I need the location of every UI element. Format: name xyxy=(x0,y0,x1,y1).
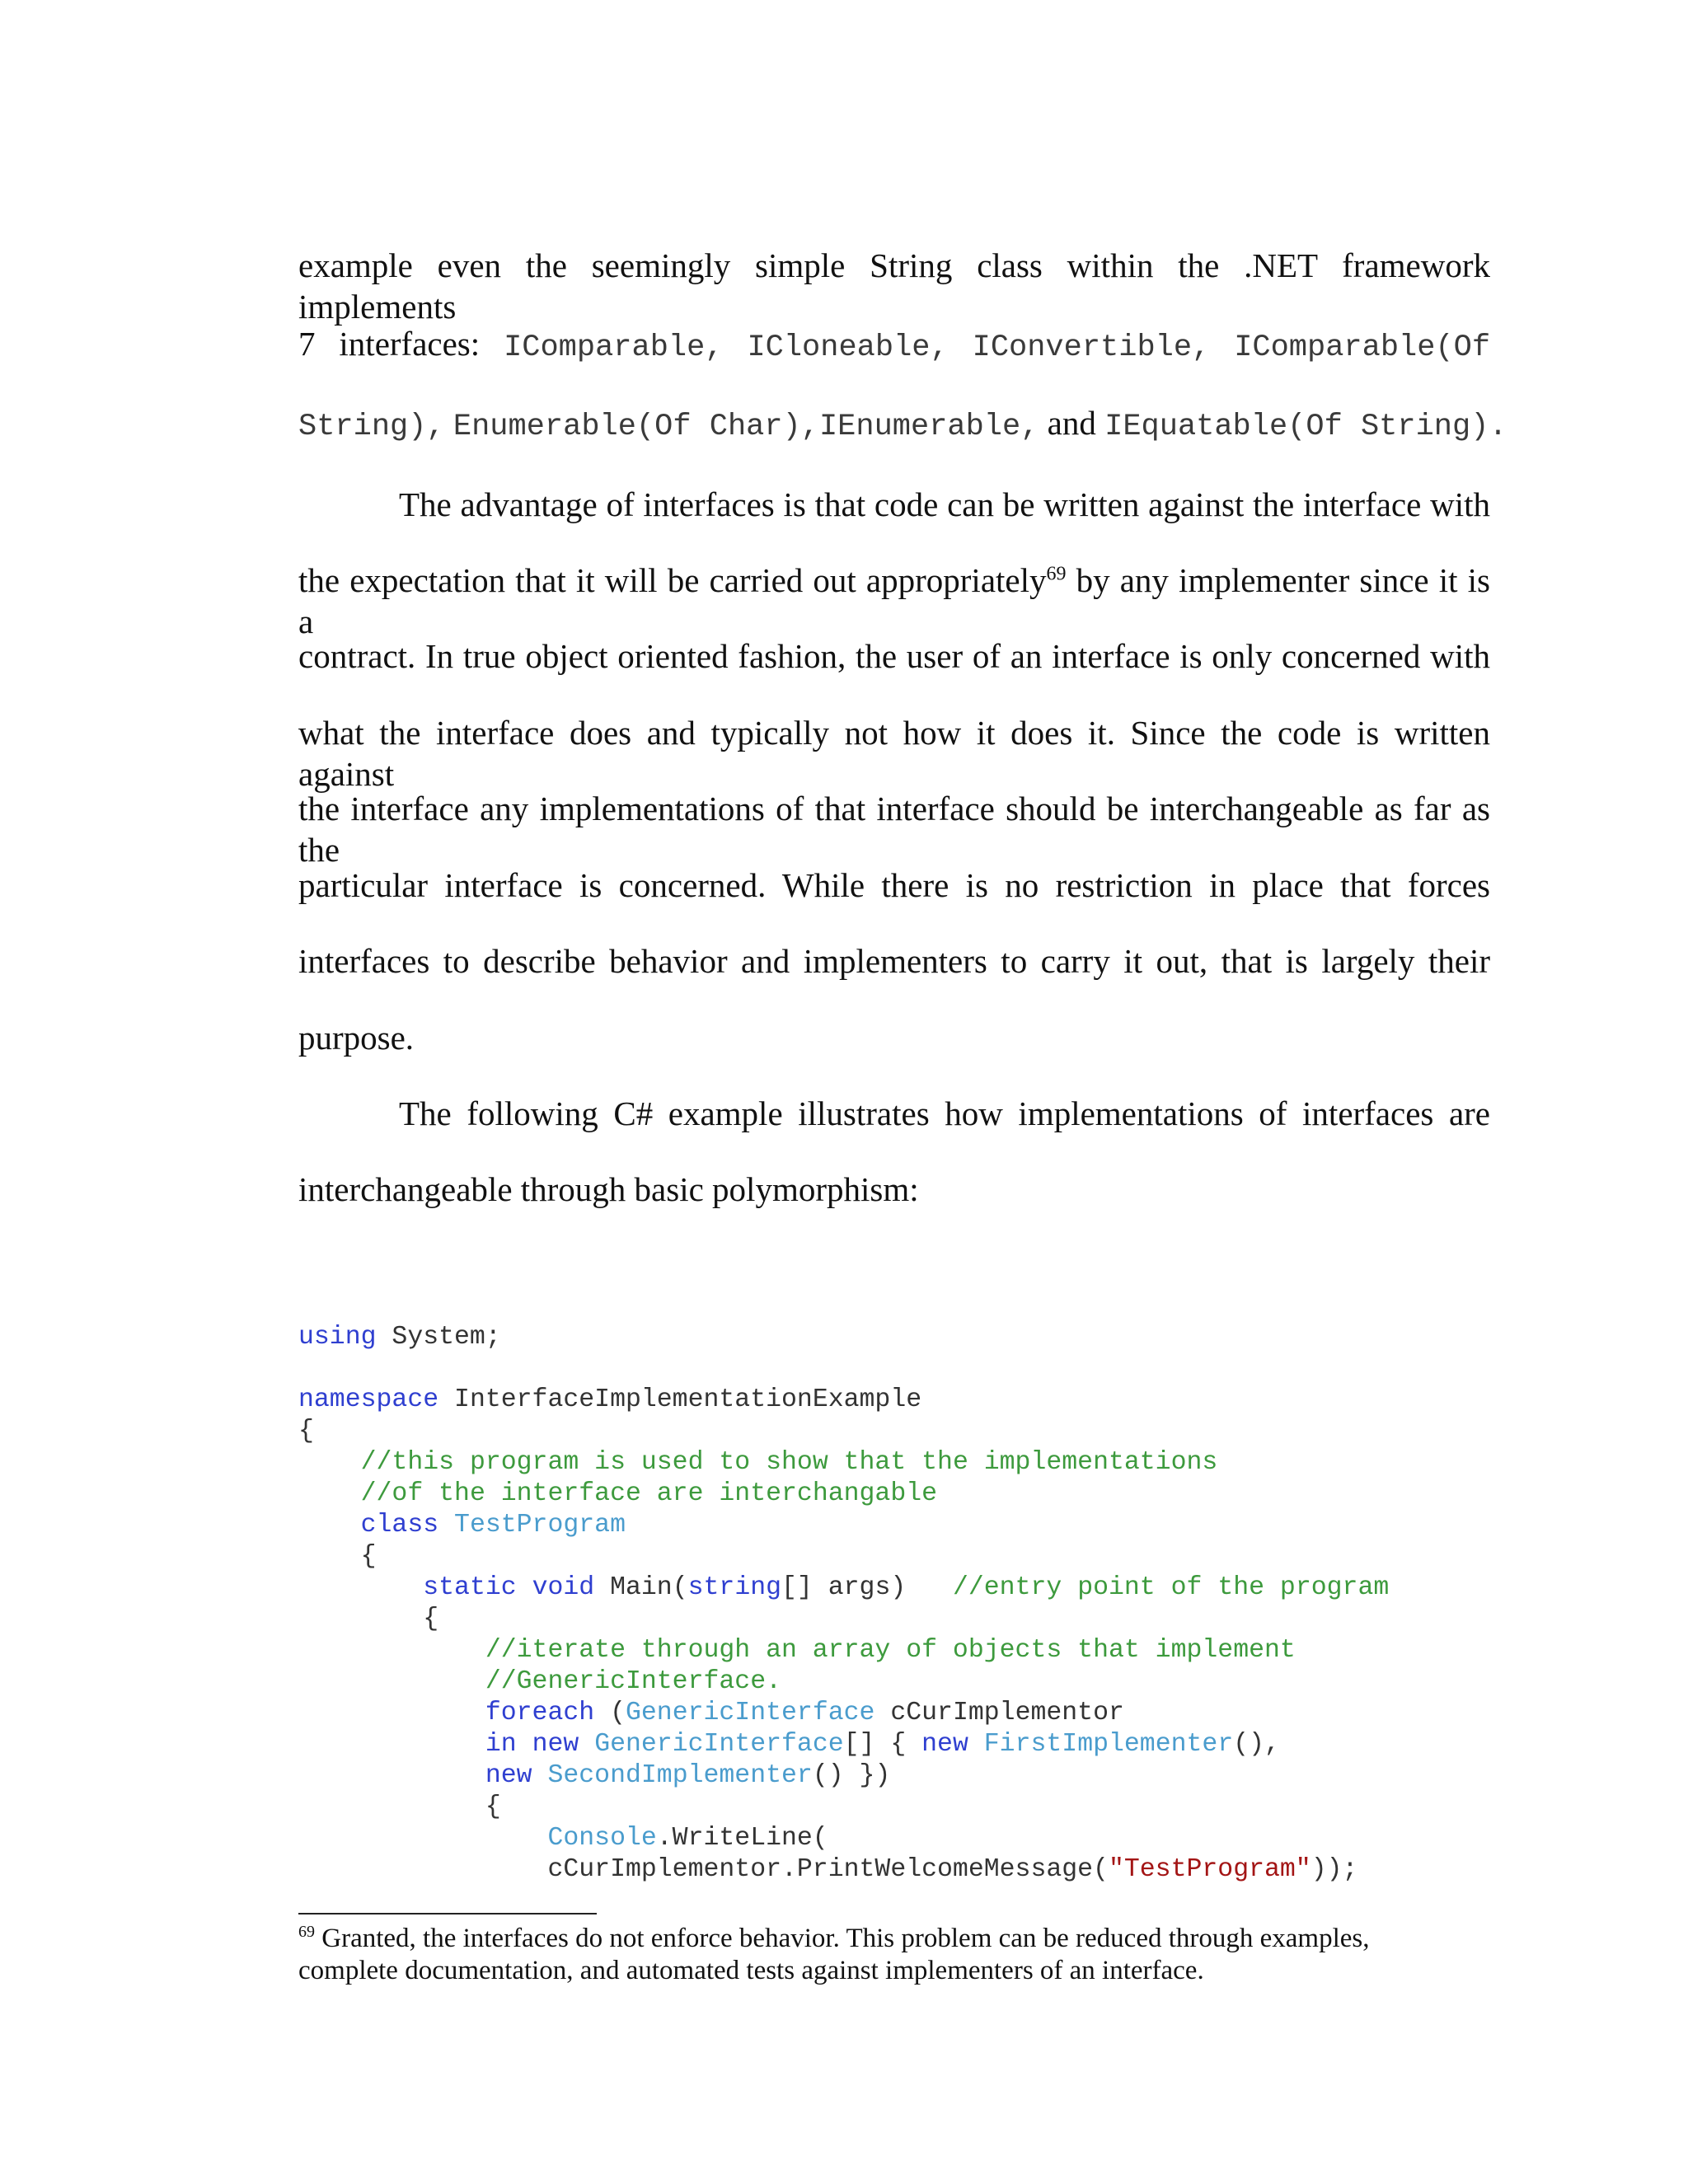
code-brace: { xyxy=(423,1605,439,1633)
code-text: Main( xyxy=(594,1573,688,1602)
code-text: System; xyxy=(376,1323,501,1352)
code-keyword: static xyxy=(423,1573,517,1602)
code-brace: { xyxy=(298,1417,314,1446)
code-brace: { xyxy=(360,1542,377,1571)
code-keyword: class xyxy=(360,1511,439,1540)
code-keyword: new xyxy=(921,1730,968,1759)
paragraph-1-line-3 xyxy=(298,402,1507,448)
footnote-divider xyxy=(298,1913,597,1915)
paragraph-3-line-1: The following C# example illustrates how implementations of interfaces are xyxy=(399,1094,1490,1132)
code-text: () }) xyxy=(812,1761,891,1790)
paragraph-2-line-5: the interface any implementations of that interface should be interchangeable as far as the xyxy=(298,790,1490,869)
code-type: GenericInterface xyxy=(594,1730,844,1759)
paragraph-2-line-7: interfaces to describe behavior and implementers to carry it out, that is largely their xyxy=(298,942,1490,980)
and-text: and xyxy=(1047,404,1096,442)
code-text: [] { xyxy=(843,1730,922,1759)
footnote-line-1 xyxy=(298,1922,1502,1955)
code-type: SecondImplementer xyxy=(547,1761,813,1790)
footnote-number: 69 xyxy=(298,1923,315,1941)
code-type: GenericInterface xyxy=(625,1699,875,1727)
code-comment: //this program is used to show that the implementations xyxy=(360,1448,1218,1477)
paragraph-2-line-2-end: by any implementer since it is a xyxy=(298,561,1490,640)
code-keyword: namespace xyxy=(298,1385,439,1414)
code-text: cCurImplementor xyxy=(874,1699,1124,1727)
code-text: ( xyxy=(594,1699,626,1727)
code-keyword: new xyxy=(532,1730,579,1759)
code-keyword: string xyxy=(687,1573,782,1602)
paragraph-2-line-4: what the interface does and typically not how it does it. Since the code is written against xyxy=(298,714,1490,793)
code-keyword: in xyxy=(485,1730,517,1759)
code-string-literal: "TestProgram" xyxy=(1108,1855,1311,1884)
code-keyword: void xyxy=(532,1573,595,1602)
paragraph-2-line-2 xyxy=(298,560,1490,642)
paragraph-2-line-6: particular interface is concerned. While there is no restriction in place that forces xyxy=(298,866,1490,904)
code-keyword: using xyxy=(298,1323,377,1352)
paragraph-2-line-1: The advantage of interfaces is that code can be written against the interface with xyxy=(399,485,1490,523)
interfaces-count-text: 7 interfaces: xyxy=(298,325,481,363)
code-type: FirstImplementer xyxy=(983,1730,1234,1759)
code-comment: //of the interface are interchangable xyxy=(360,1479,938,1508)
code-type: Console xyxy=(547,1824,657,1853)
code-text: .WriteLine( xyxy=(656,1824,828,1853)
code-comment: //entry point of the program xyxy=(952,1573,1390,1602)
code-keyword: new xyxy=(485,1761,532,1790)
paragraph-3-line-2: interchangeable through basic polymorphism: xyxy=(298,1170,919,1208)
code-type: TestProgram xyxy=(454,1511,626,1540)
paragraph-1-line-1: example even the seemingly simple String class within the .NET framework implements xyxy=(298,246,1490,326)
code-text: (), xyxy=(1233,1730,1280,1759)
footnote-line-2: complete documentation, and automated tests against implementers of an interface. xyxy=(298,1956,1204,1985)
code-keyword: foreach xyxy=(485,1699,595,1727)
code-iconvertible: IConvertible, xyxy=(972,330,1211,365)
paragraph-1-line-2 xyxy=(298,323,1490,368)
paragraph-2-line-8: purpose. xyxy=(298,1019,415,1057)
code-text: )); xyxy=(1311,1855,1358,1884)
footnote-reference: 69 xyxy=(1046,563,1067,585)
code-comment: //iterate through an array of objects that implement xyxy=(485,1636,1296,1665)
code-text: cCurImplementor.PrintWelcomeMessage( xyxy=(547,1855,1109,1884)
code-comment: //GenericInterface. xyxy=(485,1667,782,1696)
code-ienumerable: IEnumerable, xyxy=(818,410,1039,444)
code-listing xyxy=(298,1322,1389,1886)
code-icomparable-of: IComparable(Of xyxy=(1234,330,1491,365)
code-icomparable: IComparable, xyxy=(504,330,724,365)
code-text: InterfaceImplementationExample xyxy=(438,1385,922,1414)
footnote-text: Granted, the interfaces do not enforce behavior. This problem can be reduced through examples, xyxy=(315,1924,1370,1953)
code-text: [] args) xyxy=(781,1573,953,1602)
code-string: String), xyxy=(298,410,445,444)
paragraph-2-line-2-start: the expectation that it will be carried out appropriately xyxy=(298,561,1047,599)
code-enumerable: Enumerable(Of Char), xyxy=(452,410,819,444)
paragraph-2-line-3: contract. In true object oriented fashion, the user of an interface is only concerned with xyxy=(298,637,1490,675)
code-icloneable: ICloneable, xyxy=(747,330,949,365)
code-brace: { xyxy=(485,1793,501,1821)
code-iequatable: IEquatable(Of String). xyxy=(1104,410,1507,444)
